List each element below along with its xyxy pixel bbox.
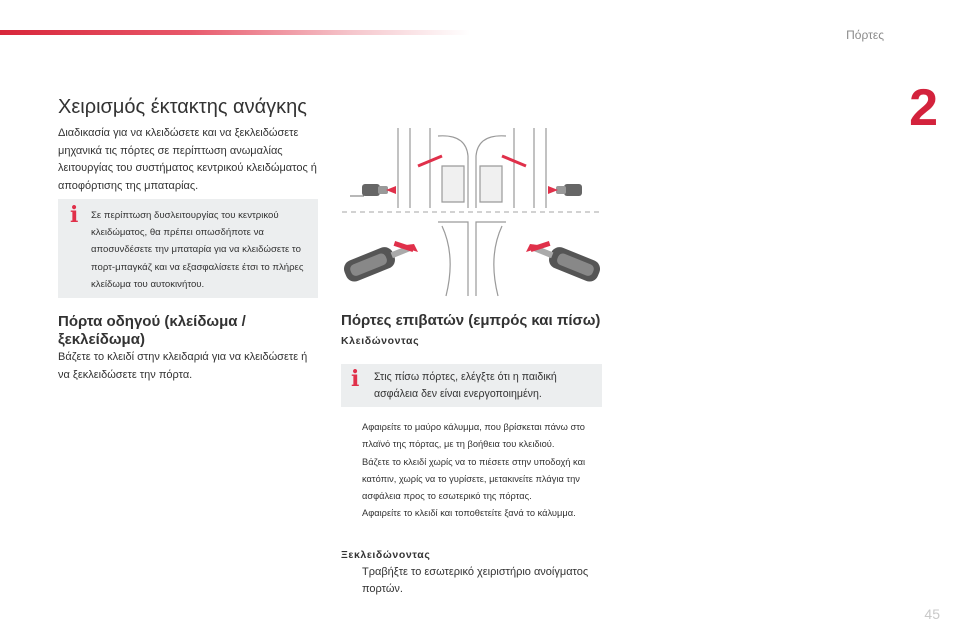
door-key-illustration bbox=[338, 126, 606, 300]
driver-door-heading: Πόρτα οδηγού (κλείδωμα / ξεκλείδωμα) bbox=[58, 313, 246, 348]
driver-door-text: Βάζετε το κλειδί στην κλειδαριά για να κλειδώσετε ή να ξεκλειδώσετε την πόρτα. bbox=[58, 351, 308, 381]
child-lock-note bbox=[341, 364, 602, 407]
list-item bbox=[341, 564, 606, 597]
lock-cylinder-right bbox=[548, 184, 582, 196]
step-text: Τραβήξτε το εσωτερικό χειριστήριο ανοίγματος πορτών. bbox=[362, 566, 589, 595]
info-note-text: Σε περίπτωση δυσλειτουργίας του κεντρικού κλειδώματος, θα πρέπει οπωσδήποτε να αποσυνδέσετε την μπαταρία για να κλειδώσετε το πορτ-μπαγκάζ και να εξασφαλίσετε έτσι το πλήρες κλείδωμα του αυτοκινήτου. bbox=[91, 210, 304, 290]
step-text: Βάζετε το κλειδί χωρίς να το πιέσετε στην υποδοχή και κατόπιν, χωρίς να το γυρίσετε, μετακινείτε πλάγια την ασφάλεια προς το εσωτερικό της πόρτας. bbox=[362, 456, 586, 502]
locking-heading: Κλειδώνοντας bbox=[341, 335, 420, 347]
key-fob-left bbox=[341, 237, 416, 284]
unlocking-steps bbox=[341, 564, 606, 597]
section-title: Πόρτες bbox=[846, 28, 884, 42]
door-lock-right bbox=[476, 128, 546, 208]
red-arrow-icon bbox=[394, 156, 551, 252]
list-item bbox=[341, 419, 606, 454]
key-fob-right bbox=[528, 237, 603, 284]
info-note bbox=[58, 199, 318, 298]
chapter-number: 2 bbox=[909, 79, 938, 137]
unlocking-heading: Ξεκλειδώνοντας bbox=[341, 549, 431, 561]
lock-cylinder-left bbox=[362, 184, 396, 196]
info-icon: i bbox=[351, 366, 360, 392]
child-lock-note-text: Στις πίσω πόρτες, ελέγξτε ότι η παιδική ασφάλεια δεν είναι ενεργοποιημένη. bbox=[374, 371, 557, 400]
passenger-doors-heading: Πόρτες επιβατών (εμπρός και πίσω) bbox=[341, 312, 601, 329]
locking-steps bbox=[341, 419, 606, 523]
intro-paragraph: Διαδικασία για να κλειδώσετε και να ξεκλειδώσετε μηχανικά τις πόρτες σε περίπτωση ανωμαλίας λειτουργίας του συστήματος κεντρικού κλειδώματος ή αποφόρτισης της μπαταρίας. bbox=[58, 127, 317, 192]
top-accent-bar bbox=[0, 30, 470, 35]
list-item bbox=[341, 454, 606, 506]
page-title: Χειρισμός έκτακτης ανάγκης bbox=[58, 96, 307, 118]
door-panel-bottom bbox=[438, 222, 506, 296]
list-item bbox=[341, 505, 606, 522]
info-icon: i bbox=[70, 202, 79, 228]
step-text: Αφαιρείτε το κλειδί και τοποθετείτε ξανά το κάλυμμα. bbox=[362, 508, 576, 519]
step-text: Αφαιρείτε το μαύρο κάλυμμα, που βρίσκεται πάνω στο πλαϊνό της πόρτας, με τη βοήθεια του κλειδιού. bbox=[362, 422, 585, 450]
page-number: 45 bbox=[924, 606, 940, 622]
